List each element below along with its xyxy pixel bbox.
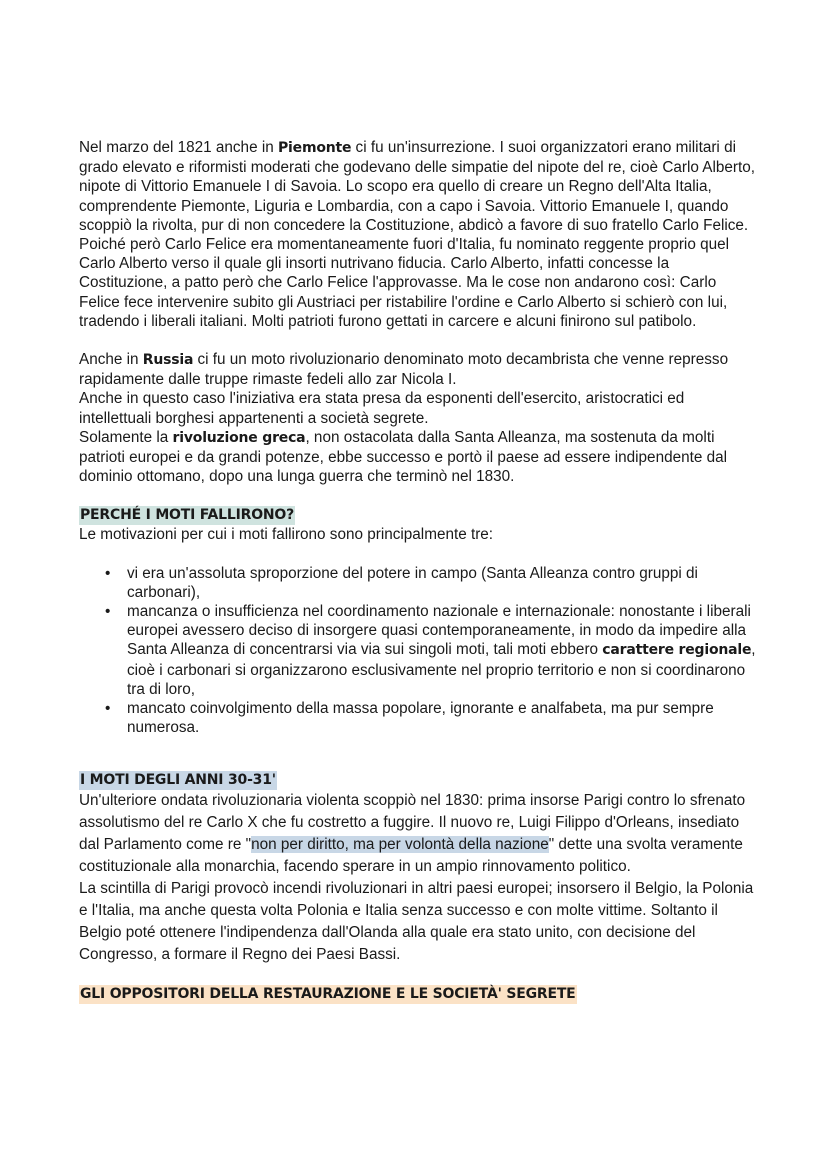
list-item: • mancanza o insufficienza nel coordinamento nazionale e internazionale: nonostante i liberali europei avessero deciso di insorgere quasi contemporaneamente, in modo da impedire alla Santa Alleanza di concentrarsi via via sui singoli moti, tali moti ebbero carattere regionale, cioè i carbonari si organizzarono esclusivamente nel proprio territorio e non si coordinarono tra di loro, <box>127 602 758 699</box>
motivazioni-list <box>79 564 758 738</box>
heading-moti-anni-30-31: I MOTI DEGLI ANNI 30-31' <box>80 772 276 789</box>
bold-russia: Russia <box>142 352 194 369</box>
paragraph-scintilla-parigi: La scintilla di Parigi provocò incendi rivoluzionari in altri paesi europei; insorsero il Belgio, la Polonia e l'Italia, ma anche questa volta Polonia e Italia senza successo e con molte vittime. Soltanto il Belgio poté ottenere l'indipendenza dall'Olanda alla quale era stato unito, con decisione del Congresso, a formare il Regno dei Paesi Bassi. <box>79 880 754 964</box>
paragraph-russia: Anche in Russia ci fu un moto rivoluzionario denominato moto decambrista che venne represso rapidamente dalle truppe rimaste fedeli allo zar Nicola I. <box>79 351 729 389</box>
heading-oppositori-restaurazione: GLI OPPOSITORI DELLA RESTAURAZIONE E LE SOCIETÀ' SEGRETE <box>80 986 576 1003</box>
bold-rivoluzione-greca: rivoluzione greca <box>172 429 306 446</box>
bold-piemonte: Piemonte <box>277 140 352 156</box>
highlight-quote: non per diritto, ma per volontà della nazione <box>251 836 549 854</box>
list-item: • mancato coinvolgimento della massa popolare, ignorante e analfabeta, ma pur sempre numerosa. <box>127 699 758 737</box>
bold-carattere-regionale: carattere regionale <box>602 642 752 659</box>
paragraph-piemonte: Nel marzo del 1821 anche in Piemonte ci fu un'insurrezione. I suoi organizzatori erano militari di grado elevato e riformisti moderati che godevano delle simpatie del nipote del re, cioè Carlo Alberto, nipote di Vittorio Emanuele I di Savoia. Lo scopo era quello di creare un Regno dell'Alta Italia, comprendente Piemonte, Liguria e Lombardia, con a capo i Savoia. Vittorio Emanuele I, quando scoppiò la rivolta, pur di non concedere la Costituzione, abdicò a favore di suo fratello Carlo Felice. Poiché però Carlo Felice era momentaneamente fuori d'Italia, fu nominato reggente proprio quel Carlo Alberto verso il quale gli insorti nutrivano fiducia. Carlo Alberto, infatti concesse la Costituzione, a patto però che Carlo Felice l'approvasse. Ma le cose non andarono così: Carlo Felice fece intervenire subito gli Austriaci per ristabilire l'ordine e Carlo Alberto si schierò con lui, tradendo i liberali italiani. Molti patrioti furono gettati in carcere e alcuni finirono sul patibolo. <box>79 139 755 330</box>
paragraph-russia-esercito: Anche in questo caso l'iniziativa era stata presa da esponenti dell'esercito, aristocratici ed intellettuali borghesi appartenenti a società segrete. <box>79 390 685 427</box>
paragraph-ondata-1830: Un'ulteriore ondata rivoluzionaria violenta scoppiò nel 1830: prima insorse Parigi contro lo sfrenato assolutismo del re Carlo X che fu costretto a fuggire. Il nuovo re, Luigi Filippo d'Orleans, insediato dal Parlamento come re "non per diritto, ma per volontà della nazione" dette una svolta veramente costituzionale alla monarchia, facendo sperare in un ampio rinnovamento politico. <box>79 792 746 876</box>
heading-perche-moti-fallirono: PERCHÉ I MOTI FALLIRONO? <box>80 507 295 524</box>
paragraph-rivoluzione-greca: Solamente la rivoluzione greca, non ostacolata dalla Santa Alleanza, ma sostenuta da molti patrioti europei e da grandi potenze, ebbe successo e portò il paese ad essere indipendente dal dominio ottomano, dopo una lunga guerra che terminò nel 1830. <box>79 428 728 486</box>
paragraph-motivazioni-intro: Le motivazioni per cui i moti fallirono sono principalmente tre: <box>79 526 494 544</box>
list-item: • vi era un'assoluta sproporzione del potere in campo (Santa Alleanza contro gruppi di carbonari), <box>127 564 758 602</box>
